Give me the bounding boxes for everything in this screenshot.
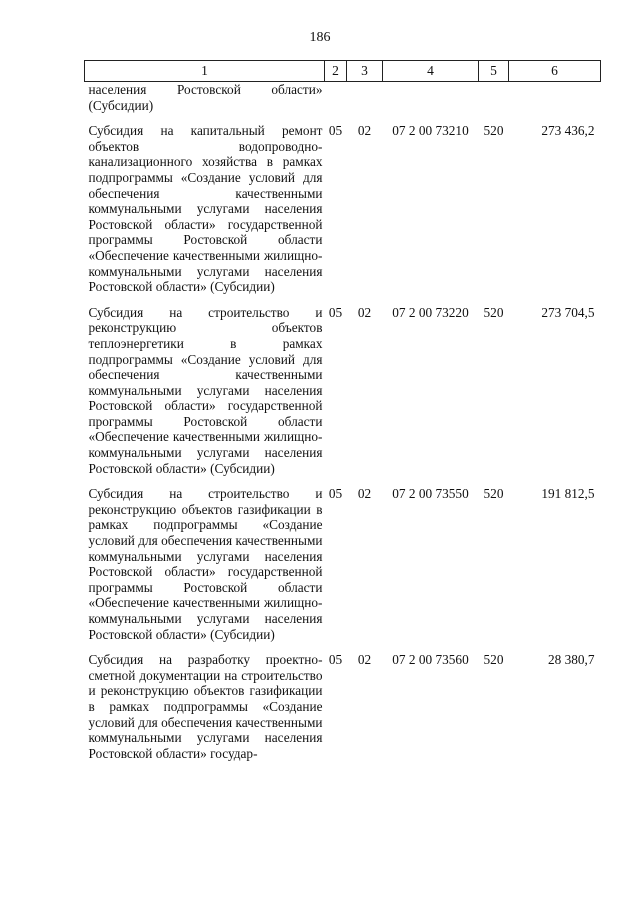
row-amount: 28 380,7 [547, 652, 595, 668]
row-subsection: 02 [357, 304, 372, 320]
row-description: Субсидия на строительство и реконструкцию объектов газификации в рамках подпрограммы «Создание условий для обеспечения качественными коммунальными услугами населения Ростовской области» государственной программы Ростовской области «Обеспечение качественными жилищно-коммунальными услугами населения Ростовской области» (Субсидии) [88, 486, 323, 642]
row-target-code: 07 2 00 73550 [392, 486, 469, 502]
row-section: 05 [328, 652, 343, 668]
row-subsection [347, 82, 383, 114]
row-target-code: 07 2 00 73560 [392, 652, 469, 668]
table-row [85, 295, 601, 477]
table-header-row [85, 61, 601, 82]
row-description: Субсидия на строительство и реконструкцию объектов теплоэнергетики в рамках подпрограммы «Создание условий для обеспечения качественными коммунальными услугами населения Ростовской области» государственной программы Ростовской области «Обеспечение качественными жилищно-коммунальными услугами населения Ростовской области» (Субсидии) [88, 304, 323, 476]
row-expense-type: 520 [483, 304, 504, 320]
budget-table [84, 60, 601, 761]
budget-table-container [84, 60, 600, 761]
row-description: Субсидия на капитальный ремонт объектов водопроводно-канализационного хозяйства в рамках подпрограммы «Создание условий для обеспечения качественными коммунальными услугами населения Ростовской области» государственной программы Ростовской области «Обеспечение качественными жилищно-коммунальными услугами населения Ростовской области» (Субсидии) [88, 123, 323, 295]
row-description: населения Ростовской области» (Субсидии) [88, 82, 323, 113]
row-section: 05 [328, 304, 343, 320]
row-section [325, 82, 347, 114]
row-section: 05 [328, 486, 343, 502]
column-header-1: 1 [85, 61, 325, 82]
column-header-6: 6 [509, 61, 601, 82]
row-target-code [383, 82, 479, 114]
table-row [85, 642, 601, 761]
row-subsection: 02 [357, 486, 372, 502]
row-expense-type [479, 82, 509, 114]
column-header-4: 4 [383, 61, 479, 82]
row-section: 05 [328, 123, 343, 139]
table-row [85, 82, 601, 114]
table-row [85, 113, 601, 295]
row-subsection: 02 [357, 123, 372, 139]
row-expense-type: 520 [483, 652, 504, 668]
column-header-2: 2 [325, 61, 347, 82]
row-amount [509, 82, 601, 114]
row-expense-type: 520 [483, 123, 504, 139]
row-subsection: 02 [357, 652, 372, 668]
table-row [85, 476, 601, 642]
row-amount: 273 436,2 [541, 123, 595, 139]
row-target-code: 07 2 00 73220 [392, 304, 469, 320]
row-amount: 191 812,5 [541, 486, 595, 502]
column-header-3: 3 [347, 61, 383, 82]
page-number: 186 [309, 30, 331, 45]
column-header-5: 5 [479, 61, 509, 82]
row-expense-type: 520 [483, 486, 504, 502]
row-amount: 273 704,5 [541, 304, 595, 320]
row-target-code: 07 2 00 73210 [392, 123, 469, 139]
row-description: Субсидия на разработку проектно-сметной документации на строительство и реконструкцию объектов газификации в рамках подпрограммы «Создание условий для обеспечения качественными коммунальными услугами населения Ростовской области» государ- [88, 652, 323, 761]
